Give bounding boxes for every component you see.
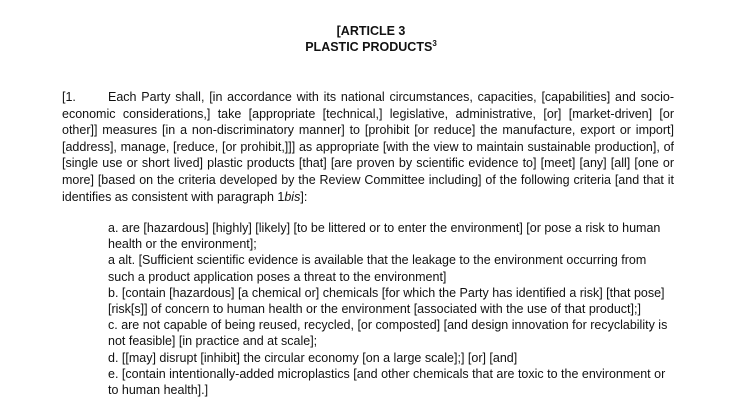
- paragraph-1-text: Each Party shall, [in accordance with its national circumstances, capacities, [capabilities] and socio-economic considerations,] take [appropriate [technical,] legislative, administrative, [or] [market-driven] [or other]] measures [in a non-discriminatory manner] to [prohibit [or reduce] the manufacture, export or import] [address], manage, [reduce, [or prohibit,]]] as appropriate [with the view to maintain sustainable production], of [single use or short lived] plastic products [that] [are proven by scientific evidence to] [meet] [any] [all] [one or more] [based on the criteria developed by the Review Committee including] of the following criteria [and that it identifies as consistent with paragraph 1: [62, 90, 674, 204]
- article-subtitle-text: PLASTIC PRODUCTS: [305, 40, 433, 54]
- criterion-e: e. [contain intentionally-added microplastics [and other chemicals that are toxic to the environment or to human health].]: [108, 366, 666, 398]
- article-subtitle: [0, 40, 742, 55]
- paragraph-1: [62, 89, 674, 205]
- paragraph-1-end: ]:: [300, 189, 308, 204]
- article-title: [0, 24, 742, 39]
- criteria-list: [108, 220, 676, 398]
- criterion-b: b. [contain [hazardous] [a chemical or] chemicals [for which the Party has identified a risk] [that pose] [risk[s]] of concern to human health or the environment [associated with the use of that product];]: [108, 285, 665, 317]
- footnote-marker[interactable]: 3: [432, 38, 437, 48]
- paragraph-1-italic-ref: bis: [284, 189, 301, 204]
- criterion-c: c. are not capable of being reused, recycled, [or composted] [and design innovation for recyclability is not feasible] [in practice and at scale];: [108, 318, 668, 349]
- paragraph-number: [1.: [62, 90, 76, 104]
- criterion-a: a. are [hazardous] [highly] [likely] [to be littered or to enter the environment] [or pose a risk to human health or the environment];: [108, 221, 661, 252]
- criterion-a-alt: a alt. [Sufficient scientific evidence is available that the leakage to the environment occurring from such a product application poses a threat to the environment]: [108, 253, 647, 284]
- article-title-text: [ARTICLE 3: [336, 24, 406, 38]
- criterion-d: d. [[may] disrupt [inhibit] the circular economy [on a large scale];] [or] [and]: [108, 350, 518, 365]
